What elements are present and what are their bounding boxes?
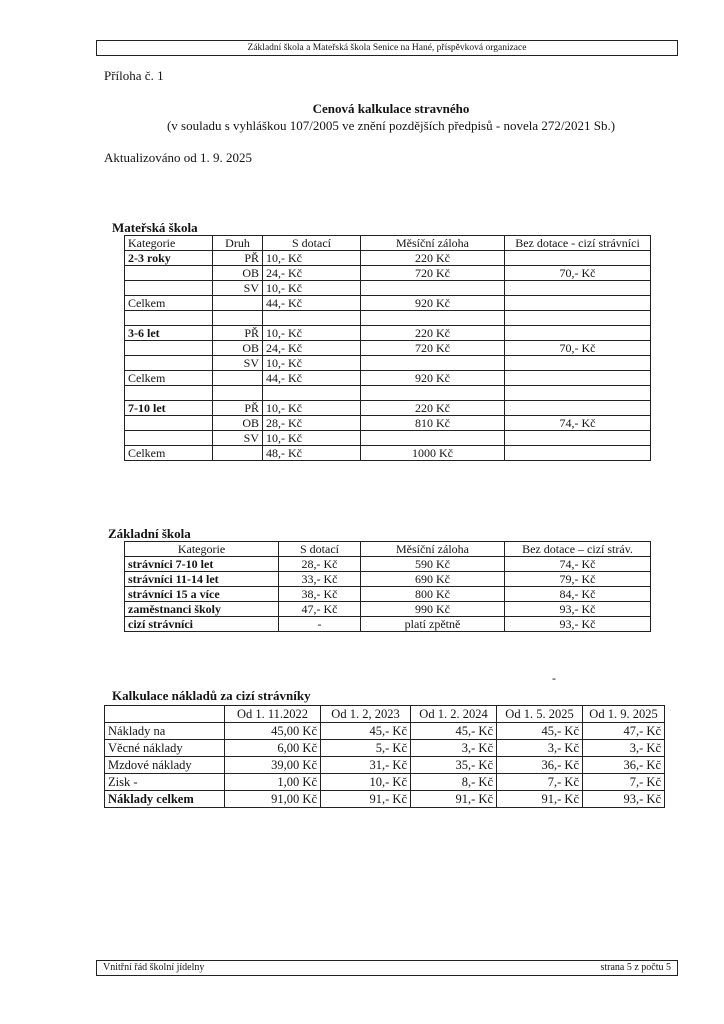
- institution-name: Základní škola a Mateřská škola Senice na Hané, příspěvková organizace: [247, 43, 527, 53]
- bez-dotace-cell: [505, 281, 651, 296]
- zaloha-cell: 810 Kč: [361, 416, 505, 431]
- total-label-cell: Celkem: [125, 446, 213, 461]
- column-header: Od 1. 2. 2024: [411, 706, 497, 723]
- column-header: Druh: [213, 236, 263, 251]
- cost-value-cell: 91,- Kč: [497, 791, 583, 808]
- appendix-label: Příloha č. 1: [104, 68, 164, 83]
- cost-label-cell: Věcné náklady: [105, 740, 225, 757]
- bez-dotace-cell: 79,- Kč: [505, 572, 651, 587]
- column-header: Kategorie: [125, 236, 213, 251]
- zaloha-cell: [361, 281, 505, 296]
- table-row: [125, 356, 651, 371]
- empty-cell: [213, 311, 263, 326]
- category-cell: strávníci 11-14 let: [125, 572, 279, 587]
- empty-cell: [213, 386, 263, 401]
- table-row: [125, 341, 651, 356]
- empty-cell: [505, 311, 651, 326]
- cost-value-cell: 5,- Kč: [321, 740, 411, 757]
- total-s-dotaci-cell: 44,- Kč: [263, 296, 361, 311]
- cost-value-cell: 3,- Kč: [411, 740, 497, 757]
- cost-label-cell: Náklady celkem: [105, 791, 225, 808]
- bez-dotace-cell: [505, 356, 651, 371]
- bez-dotace-cell: [505, 401, 651, 416]
- category-cell: zaměstnanci školy: [125, 602, 279, 617]
- druh-cell: SV: [213, 431, 263, 446]
- cost-value-cell: 7,- Kč: [497, 774, 583, 791]
- table-row: [105, 740, 665, 757]
- cost-value-cell: 1,00 Kč: [225, 774, 321, 791]
- zs-table: [124, 541, 651, 632]
- column-header: Bez dotace – cizí stráv.: [505, 542, 651, 557]
- zaloha-cell: platí zpětně: [361, 617, 505, 632]
- stray-dash-mark: -: [552, 671, 556, 685]
- s-dotaci-cell: 10,- Kč: [263, 326, 361, 341]
- s-dotaci-cell: 10,- Kč: [263, 356, 361, 371]
- cost-value-cell: 45,- Kč: [321, 723, 411, 740]
- bez-dotace-cell: 74,- Kč: [505, 557, 651, 572]
- column-header: Od 1. 2, 2023: [321, 706, 411, 723]
- bez-dotace-cell: 74,- Kč: [505, 416, 651, 431]
- table-row: [125, 326, 651, 341]
- updated-date: Aktualizováno od 1. 9. 2025: [104, 150, 253, 165]
- table-row: [125, 617, 651, 632]
- document-header: [96, 40, 678, 56]
- column-header: Měsíční záloha: [361, 542, 505, 557]
- empty-cell: [263, 386, 361, 401]
- cost-value-cell: 10,- Kč: [321, 774, 411, 791]
- cost-value-cell: 3,- Kč: [583, 740, 665, 757]
- category-cell: 3-6 let: [125, 326, 213, 341]
- cost-value-cell: 45,- Kč: [497, 723, 583, 740]
- druh-cell: PŘ: [213, 401, 263, 416]
- zaloha-cell: 690 Kč: [361, 572, 505, 587]
- footer-title: Vnitřní řád školní jídelny: [103, 962, 205, 973]
- bez-dotace-cell: [505, 371, 651, 386]
- total-label-cell: Celkem: [125, 296, 213, 311]
- zaloha-cell: 720 Kč: [361, 341, 505, 356]
- cost-value-cell: 7,- Kč: [583, 774, 665, 791]
- empty-cell: [505, 386, 651, 401]
- zaloha-cell: 720 Kč: [361, 266, 505, 281]
- druh-cell: SV: [213, 281, 263, 296]
- s-dotaci-cell: 28,- Kč: [279, 557, 361, 572]
- total-zaloha-cell: 920 Kč: [361, 371, 505, 386]
- cost-value-cell: 36,- Kč: [583, 757, 665, 774]
- category-cell: [125, 281, 213, 296]
- column-header: Měsíční záloha: [361, 236, 505, 251]
- cost-label-cell: Mzdové náklady: [105, 757, 225, 774]
- s-dotaci-cell: 10,- Kč: [263, 431, 361, 446]
- category-cell: [125, 356, 213, 371]
- zaloha-cell: 800 Kč: [361, 587, 505, 602]
- empty-cell: [263, 311, 361, 326]
- table-row: [125, 557, 651, 572]
- category-cell: 7-10 let: [125, 401, 213, 416]
- cost-value-cell: 47,- Kč: [583, 723, 665, 740]
- category-cell: [125, 341, 213, 356]
- s-dotaci-cell: 24,- Kč: [263, 341, 361, 356]
- s-dotaci-cell: -: [279, 617, 361, 632]
- cost-value-cell: 36,- Kč: [497, 757, 583, 774]
- s-dotaci-cell: 33,- Kč: [279, 572, 361, 587]
- kn-section-title: Kalkulace nákladů za cizí strávníky: [112, 688, 311, 703]
- category-cell: strávníci 15 a více: [125, 587, 279, 602]
- cost-value-cell: 31,- Kč: [321, 757, 411, 774]
- s-dotaci-cell: 38,- Kč: [279, 587, 361, 602]
- bez-dotace-cell: 70,- Kč: [505, 266, 651, 281]
- category-cell: [125, 431, 213, 446]
- table-row: [125, 431, 651, 446]
- bez-dotace-cell: 93,- Kč: [505, 602, 651, 617]
- table-row: [105, 791, 665, 808]
- druh-cell: PŘ: [213, 251, 263, 266]
- total-row: [125, 371, 651, 386]
- category-cell: [125, 416, 213, 431]
- cost-value-cell: 6,00 Kč: [225, 740, 321, 757]
- s-dotaci-cell: 24,- Kč: [263, 266, 361, 281]
- bez-dotace-cell: 93,- Kč: [505, 617, 651, 632]
- column-header: Od 1. 9. 2025: [583, 706, 665, 723]
- s-dotaci-cell: 28,- Kč: [263, 416, 361, 431]
- zaloha-cell: 220 Kč: [361, 251, 505, 266]
- table-header-row: [125, 542, 651, 557]
- bez-dotace-cell: [505, 326, 651, 341]
- ms-section-title: Mateřská škola: [112, 220, 198, 235]
- column-header: [105, 706, 225, 723]
- cost-value-cell: 91,00 Kč: [225, 791, 321, 808]
- column-header: Od 1. 5. 2025: [497, 706, 583, 723]
- empty-cell: [361, 311, 505, 326]
- column-header: Kategorie: [125, 542, 279, 557]
- category-cell: 2-3 roky: [125, 251, 213, 266]
- s-dotaci-cell: 47,- Kč: [279, 602, 361, 617]
- empty-cell: [125, 386, 213, 401]
- bez-dotace-cell: 84,- Kč: [505, 587, 651, 602]
- s-dotaci-cell: 10,- Kč: [263, 401, 361, 416]
- cost-value-cell: 35,- Kč: [411, 757, 497, 774]
- table-row: [105, 757, 665, 774]
- total-row: [125, 446, 651, 461]
- druh-cell: [213, 446, 263, 461]
- zaloha-cell: 220 Kč: [361, 401, 505, 416]
- table-row: [105, 723, 665, 740]
- table-header-row: [125, 236, 651, 251]
- bez-dotace-cell: [505, 431, 651, 446]
- bez-dotace-cell: 70,- Kč: [505, 341, 651, 356]
- total-row: [125, 296, 651, 311]
- table-row: [125, 572, 651, 587]
- table-row: [105, 774, 665, 791]
- zaloha-cell: 590 Kč: [361, 557, 505, 572]
- page-number: strana 5 z počtu 5: [600, 962, 671, 973]
- ms-table: [124, 235, 651, 461]
- document-subtitle: (v souladu s vyhláškou 107/2005 ve znění pozdějších předpisů - novela 272/2021 Sb.): [166, 118, 616, 133]
- category-cell: cizí strávníci: [125, 617, 279, 632]
- zs-section-title: Základní škola: [108, 526, 191, 541]
- bez-dotace-cell: [505, 446, 651, 461]
- table-header-row: [105, 706, 665, 723]
- cost-value-cell: 91,- Kč: [411, 791, 497, 808]
- druh-cell: PŘ: [213, 326, 263, 341]
- table-row: [125, 602, 651, 617]
- column-header: S dotací: [279, 542, 361, 557]
- s-dotaci-cell: 10,- Kč: [263, 281, 361, 296]
- cost-value-cell: 39,00 Kč: [225, 757, 321, 774]
- document-title: Cenová kalkulace stravného: [312, 101, 470, 116]
- zaloha-cell: [361, 356, 505, 371]
- cost-value-cell: 45,- Kč: [411, 723, 497, 740]
- empty-cell: [361, 386, 505, 401]
- cost-value-cell: 8,- Kč: [411, 774, 497, 791]
- druh-cell: [213, 296, 263, 311]
- total-s-dotaci-cell: 48,- Kč: [263, 446, 361, 461]
- document-footer: [96, 960, 678, 976]
- column-header: S dotací: [263, 236, 361, 251]
- spacer-row: [125, 386, 651, 401]
- total-s-dotaci-cell: 44,- Kč: [263, 371, 361, 386]
- total-zaloha-cell: 920 Kč: [361, 296, 505, 311]
- cost-value-cell: 45,00 Kč: [225, 723, 321, 740]
- bez-dotace-cell: [505, 251, 651, 266]
- table-row: [125, 401, 651, 416]
- zaloha-cell: 220 Kč: [361, 326, 505, 341]
- total-label-cell: Celkem: [125, 371, 213, 386]
- column-header: Od 1. 11.2022: [225, 706, 321, 723]
- empty-cell: [125, 311, 213, 326]
- cost-label-cell: Zisk -: [105, 774, 225, 791]
- druh-cell: OB: [213, 416, 263, 431]
- druh-cell: OB: [213, 341, 263, 356]
- druh-cell: [213, 371, 263, 386]
- table-row: [125, 587, 651, 602]
- category-cell: strávníci 7-10 let: [125, 557, 279, 572]
- druh-cell: SV: [213, 356, 263, 371]
- spacer-row: [125, 311, 651, 326]
- cost-label-cell: Náklady na: [105, 723, 225, 740]
- table-row: [125, 251, 651, 266]
- bez-dotace-cell: [505, 296, 651, 311]
- druh-cell: OB: [213, 266, 263, 281]
- cost-value-cell: 3,- Kč: [497, 740, 583, 757]
- table-row: [125, 281, 651, 296]
- table-row: [125, 416, 651, 431]
- cost-value-cell: 93,- Kč: [583, 791, 665, 808]
- column-header: Bez dotace - cizí strávníci: [505, 236, 651, 251]
- category-cell: [125, 266, 213, 281]
- total-zaloha-cell: 1000 Kč: [361, 446, 505, 461]
- cost-value-cell: 91,- Kč: [321, 791, 411, 808]
- zaloha-cell: [361, 431, 505, 446]
- zaloha-cell: 990 Kč: [361, 602, 505, 617]
- table-row: [125, 266, 651, 281]
- s-dotaci-cell: 10,- Kč: [263, 251, 361, 266]
- kn-table: [104, 705, 665, 808]
